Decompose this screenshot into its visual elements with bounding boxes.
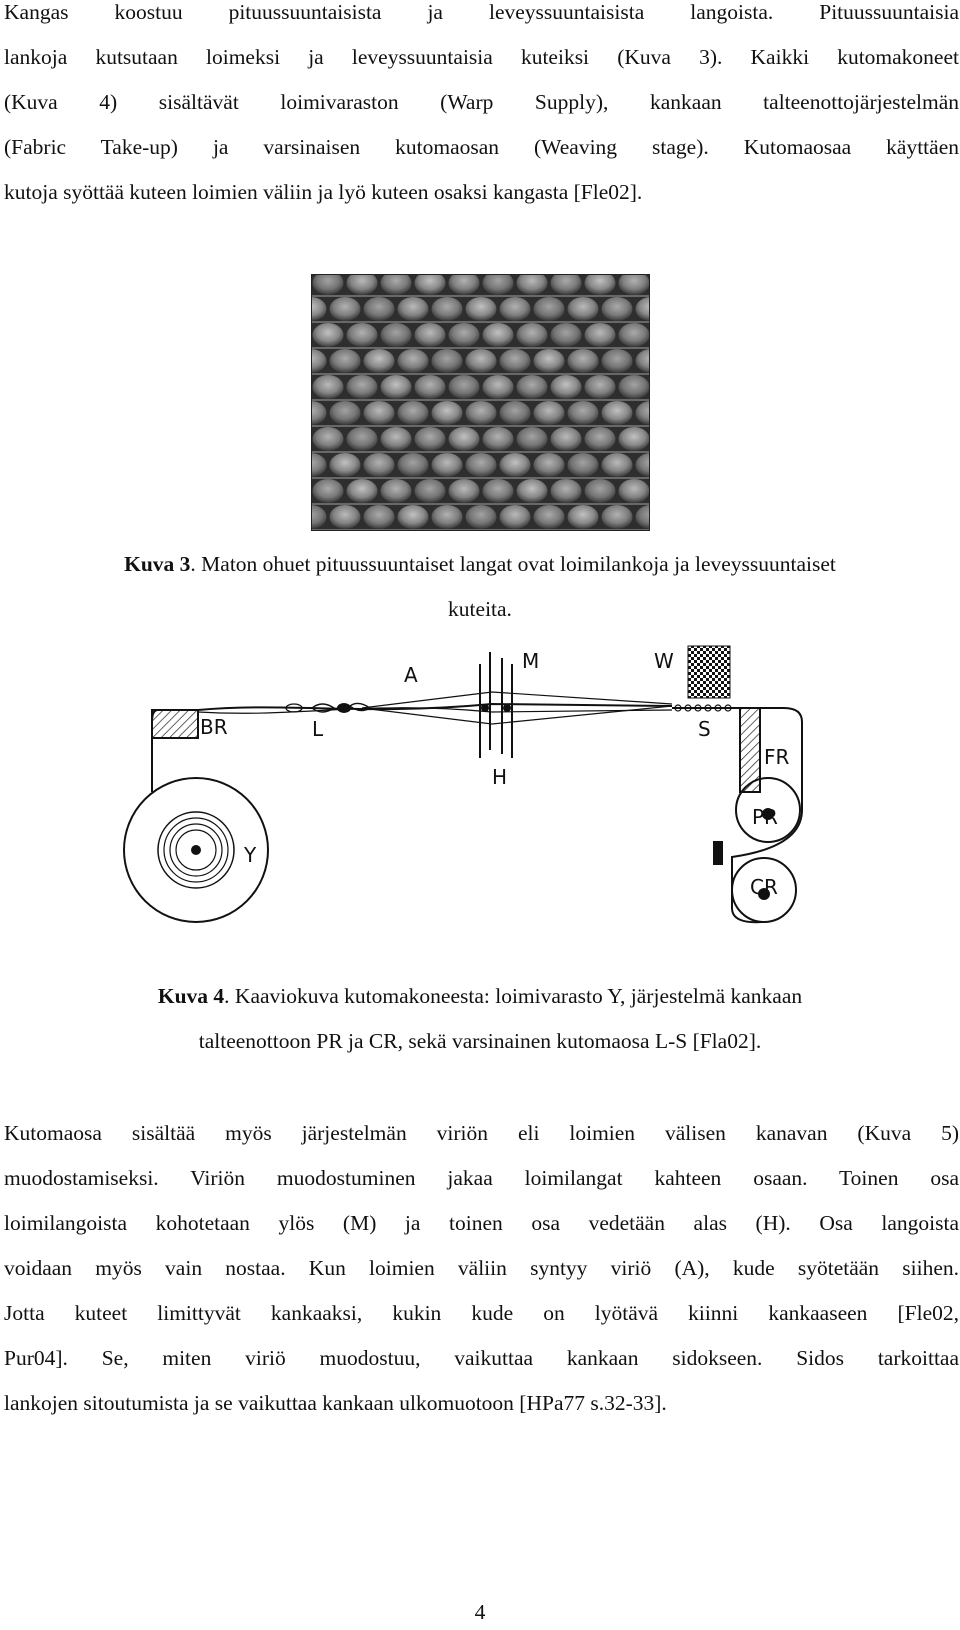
label-y: Y [244,843,257,867]
label-s: S [698,717,711,741]
text-line: (Kuva 4) sisältävät loimivaraston (Warp Supply), kankaan talteenottojärjestelmän [4,90,959,114]
body-paragraph [4,1111,959,1426]
text-line: kutoja syöttää kuteen loimien väliin ja lyö kuteen osaksi kangasta [Fle02]. [4,180,643,204]
label-br: BR [200,715,228,739]
warp-threads [198,704,672,710]
figure3-caption-text: . Maton ohuet pituussuuntaiset langat ovat loimilankoja ja leveyssuuntaiset [190,552,836,576]
text-line: Kangas koostuu pituussuuntaisista ja leveyssuuntaisista langoista. Pituussuuntaisia [4,0,959,24]
text-line: lankojen sitoutumista ja se vaikuttaa kankaan ulkomuotoon [HPa77 s.32-33]. [4,1391,667,1415]
intro-paragraph [4,0,959,215]
loom-diagram [112,642,847,954]
rug-photo [311,274,650,531]
figure3-caption-text-cont: kuteita. [448,597,512,621]
figure4-caption-text-cont: talteenottoon PR ja CR, sekä varsinainen kutomaosa L-S [Fla02]. [198,1029,762,1053]
label-w: W [654,649,674,673]
figure4-caption-text: . Kaaviokuva kutomakoneesta: loimivarasto Y, järjestelmä kankaan [224,984,803,1008]
text-line: (Fabric Take-up) ja varsinaisen kutomaosan (Weaving stage). Kutomaosaa käyttäen [4,135,959,159]
figure4-caption-cont [0,1019,960,1064]
text-line: Kutomaosa sisältää myös järjestelmän viriön eli loimien välisen kanavan (Kuva 5) [4,1121,959,1145]
text-line: lankoja kutsutaan loimeksi ja leveyssuuntaisia kuteiksi (Kuva 3). Kaikki kutomakoneet [4,45,959,69]
figure3-caption-cont [0,587,960,632]
figure4-caption [0,974,960,1019]
text-line: voidaan myös vain nostaa. Kun loimien väliin syntyy viriö (A), kude syötetään siihen. [4,1256,959,1280]
label-pr: PR [752,805,778,829]
woven-cloth [688,646,730,698]
label-fr: FR [764,745,790,769]
figure3-caption [0,542,960,587]
figure3-label: Kuva 3 [124,552,191,576]
text-line: loimilangoista kohotetaan ylös (M) ja toinen osa vedetään alas (H). Osa langoista [4,1211,959,1235]
text-line: Jotta kuteet limittyvät kankaaksi, kukin kude on lyötävä kiinni kankaaseen [Fle02, [4,1301,959,1325]
label-l: L [312,717,324,741]
figure4-label: Kuva 4 [157,984,225,1008]
label-cr: CR [750,875,778,899]
text-line: muodostamiseksi. Viriön muodostuminen jakaa loimilangat kahteen osaan. Toinen osa [4,1166,959,1190]
label-a: A [404,663,418,687]
text-line: Pur04]. Se, miten viriö muodostuu, vaikuttaa kankaan sidokseen. Sidos tarkoittaa [4,1346,959,1370]
label-h: H [492,765,508,789]
page-number: 4 [474,1600,486,1624]
label-m: M [522,649,540,673]
back-rest [152,710,198,738]
